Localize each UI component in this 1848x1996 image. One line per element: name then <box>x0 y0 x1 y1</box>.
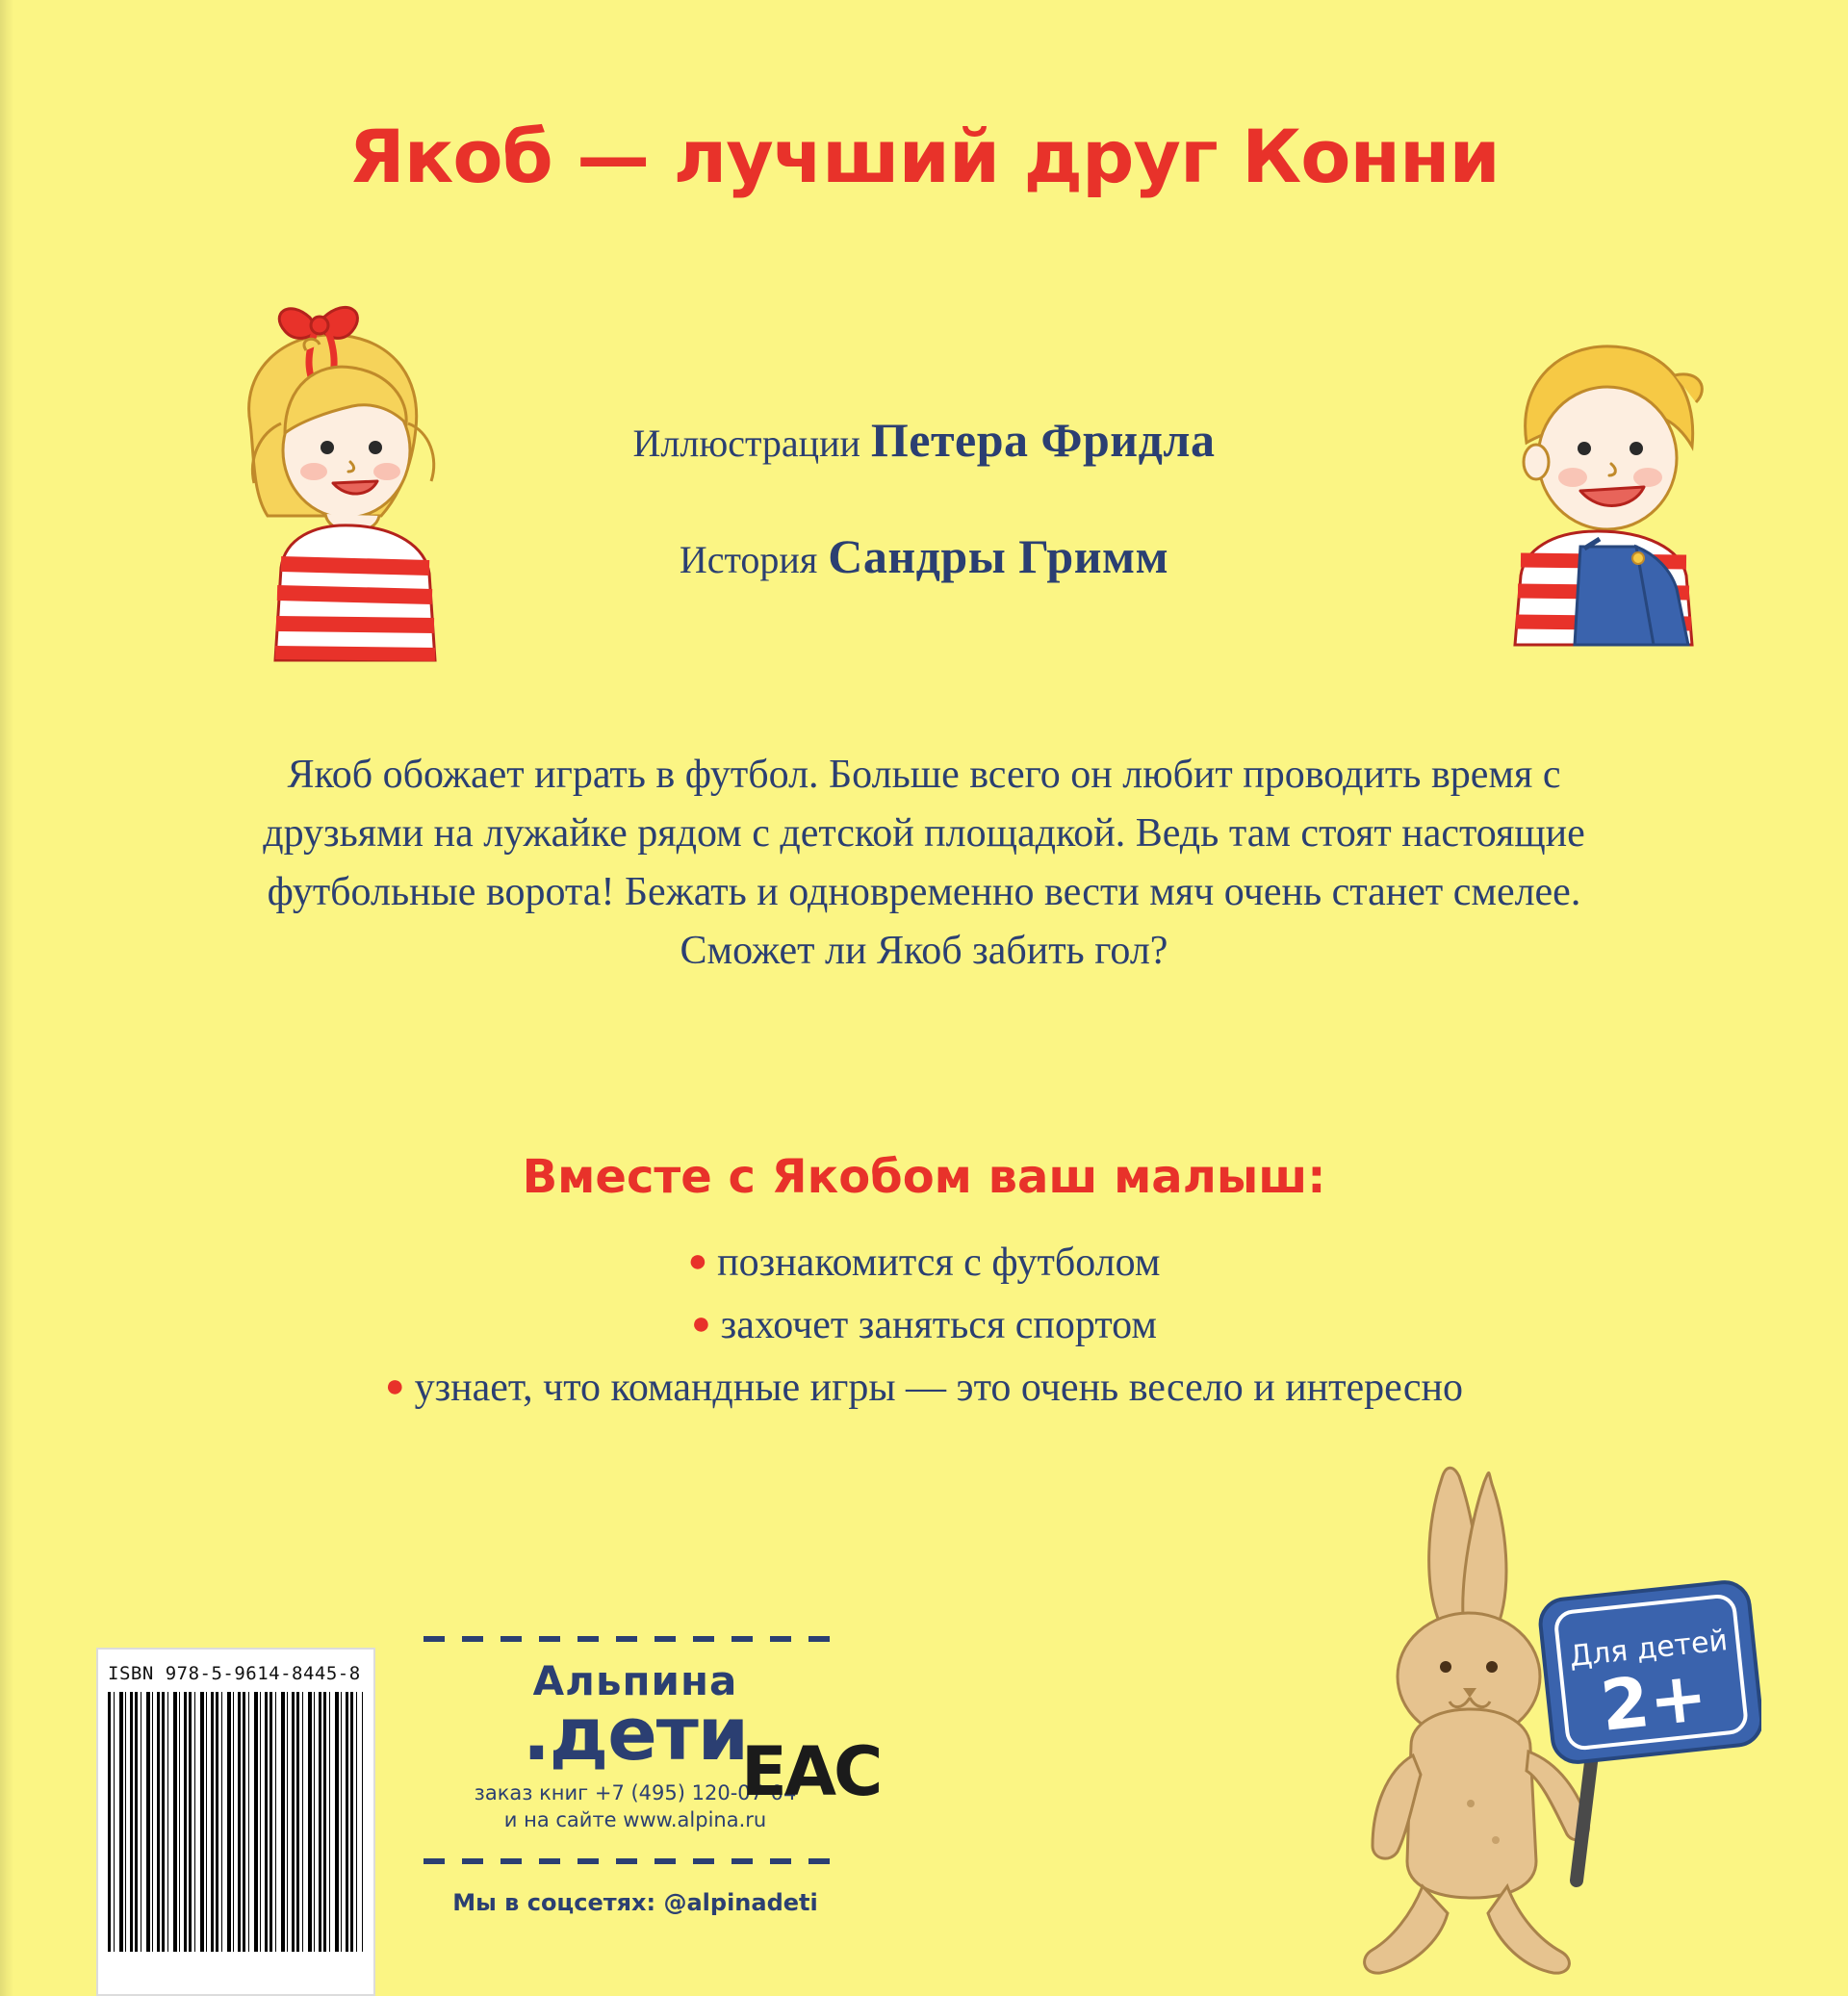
age-sign-value: 2+ <box>1597 1654 1711 1747</box>
author-name: Сандры Гримм <box>828 529 1169 583</box>
book-description: Якоб обожает играть в футбол. Больше всего он любит проводить время с друзьями на лужайке рядом с детской площадкой. Ведь там стоят настоящие футбольные ворота! Бежать и одновременно вести мяч очень станет смелее. Сможет ли Якоб забить гол? <box>263 753 1585 973</box>
barcode-bars <box>108 1692 363 1952</box>
benefit-text: познакомится с футболом <box>717 1241 1161 1285</box>
list-item <box>0 1232 1848 1294</box>
publisher-social: Мы в соцсетях: @alpinadeti <box>452 1889 818 1917</box>
eac-mark: ЕАС <box>741 1732 881 1811</box>
list-item <box>0 1294 1848 1357</box>
rabbit-with-sign-illustration <box>1319 1457 1761 1977</box>
benefits-list <box>0 1232 1848 1420</box>
illustrator-name: Петера Фридла <box>870 413 1216 467</box>
divider-bottom <box>424 1858 847 1864</box>
contact-phone: заказ книг +7 (495) 120-07-04 <box>474 1780 797 1804</box>
page-title: Якоб — лучший друг Конни <box>348 114 1500 199</box>
publisher-name-line2: .дети <box>522 1690 749 1777</box>
illustrator-line <box>0 414 1848 467</box>
divider-top <box>424 1636 847 1642</box>
list-item <box>0 1357 1848 1420</box>
bullet-icon: ● <box>687 1243 708 1279</box>
age-sign-caption: Для детей <box>1567 1624 1730 1675</box>
benefit-text: узнает, что командные игры — это очень весело и интересно <box>414 1366 1463 1411</box>
bullet-icon: ● <box>385 1369 405 1405</box>
contact-website: и на сайте www.alpina.ru <box>503 1807 767 1831</box>
isbn-text: ISBN 978-5-9614-8445-8 <box>108 1663 361 1684</box>
publisher-name-line1: Альпина <box>532 1657 738 1704</box>
benefit-text: захочет заняться спортом <box>720 1303 1157 1348</box>
isbn-barcode <box>96 1648 375 1996</box>
bullet-icon: ● <box>691 1306 711 1343</box>
illustrator-prefix: Иллюстрации <box>632 422 860 465</box>
benefits-heading: Вместе с Якобом ваш малыш: <box>522 1150 1326 1204</box>
credits-block <box>0 414 1848 647</box>
page-edge-shadow <box>0 0 13 1996</box>
author-prefix: История <box>679 538 818 581</box>
author-line <box>0 530 1848 583</box>
